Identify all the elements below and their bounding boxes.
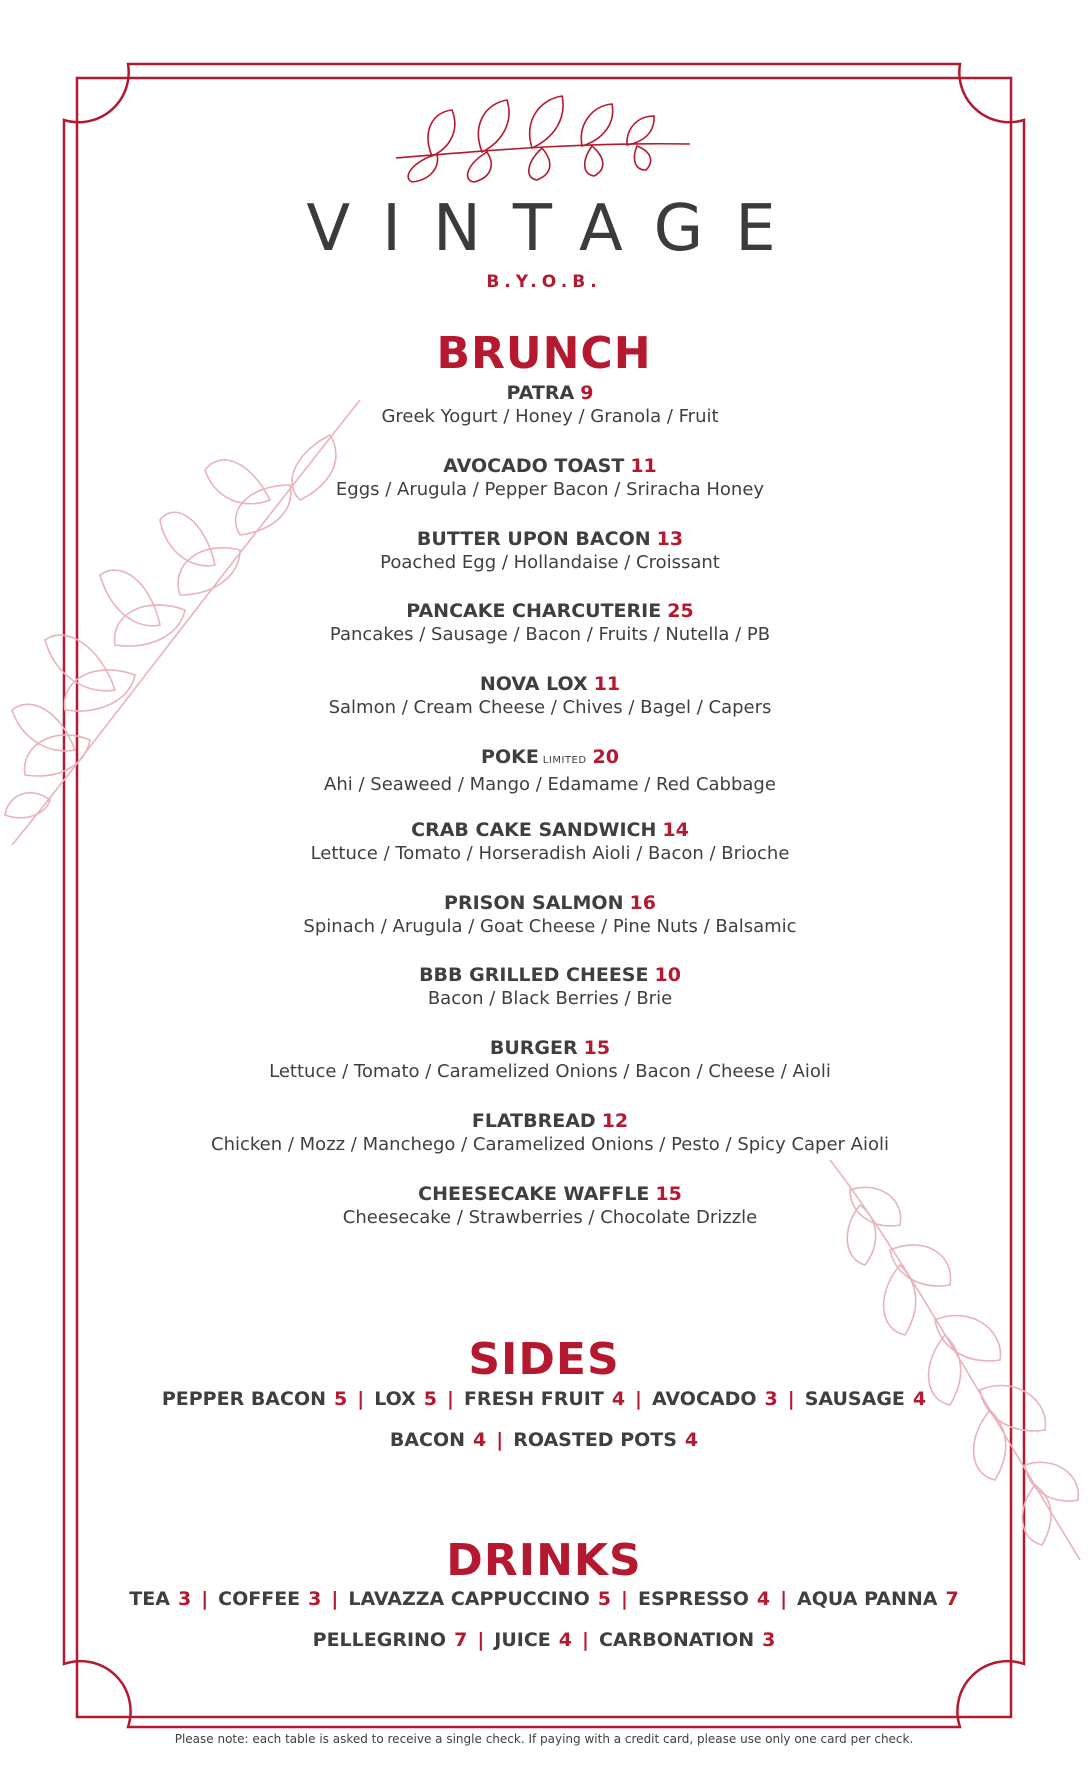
item-price: 11 xyxy=(593,673,621,696)
item-name: CRAB CAKE SANDWICH xyxy=(411,818,657,841)
item-price: 13 xyxy=(656,527,684,550)
drink-price: 4 xyxy=(756,1588,771,1610)
item-name: NOVA LOX xyxy=(479,673,588,696)
item-price: 15 xyxy=(655,1182,682,1205)
item-name: AVOCADO TOAST xyxy=(443,454,625,477)
drink-name: ESPRESSO xyxy=(637,1588,749,1610)
sides-row-1 xyxy=(0,1388,1088,1410)
item-name: POKE xyxy=(481,745,539,768)
side-name: LOX xyxy=(374,1388,416,1410)
drink-price: 3 xyxy=(762,1629,776,1651)
side-price: 4 xyxy=(473,1429,487,1451)
item-description: Ahi / Seaweed / Mango / Edamame / Red Cabbage xyxy=(324,773,776,795)
item-price: 20 xyxy=(592,745,619,768)
drink-name: PELLEGRINO xyxy=(312,1629,447,1651)
side-price: 4 xyxy=(912,1388,927,1410)
item-name: PANCAKE CHARCUTERIE xyxy=(406,600,662,623)
separator: | xyxy=(201,1588,209,1610)
item-description: Salmon / Cream Cheese / Chives / Bagel / Capers xyxy=(328,697,772,719)
separator: | xyxy=(357,1388,365,1410)
drink-name: CARBONATION xyxy=(598,1629,755,1651)
brunch-title: BRUNCH xyxy=(436,328,652,379)
menu-item xyxy=(150,527,950,600)
separator: | xyxy=(447,1388,454,1410)
separator: | xyxy=(787,1388,795,1410)
side-name: BACON xyxy=(389,1429,466,1451)
item-description: Bacon / Black Berries / Brie xyxy=(427,988,673,1010)
item-price: 12 xyxy=(601,1109,629,1132)
item-description: Pancakes / Sausage / Bacon / Fruits / Nutella / PB xyxy=(329,624,771,646)
item-name: PATRA xyxy=(506,382,575,404)
menu-item xyxy=(150,818,950,891)
item-price: 9 xyxy=(580,382,594,404)
separator: | xyxy=(477,1629,485,1651)
separator: | xyxy=(496,1429,504,1451)
drinks-row-1 xyxy=(0,1588,1088,1610)
item-description: Lettuce / Tomato / Horseradish Aioli / Bacon / Brioche xyxy=(310,842,790,864)
separator: | xyxy=(331,1588,339,1610)
separator: | xyxy=(621,1588,628,1610)
check-policy-note: Please note: each table is asked to receive a single check. If paying with a credit card, please use only one card per check. xyxy=(174,1732,914,1746)
item-price: 16 xyxy=(629,891,656,914)
menu-item xyxy=(150,599,950,672)
item-limited-tag: LIMITED xyxy=(542,754,587,766)
item-description: Poached Egg / Hollandaise / Croissant xyxy=(380,551,720,573)
menu-item xyxy=(150,745,950,818)
separator: | xyxy=(582,1629,589,1651)
drink-name: COFFEE xyxy=(218,1588,301,1610)
drink-price: 7 xyxy=(945,1588,959,1610)
brand-tagline: B.Y.O.B. xyxy=(486,272,602,292)
side-price: 5 xyxy=(334,1388,348,1410)
menu-item xyxy=(150,1036,950,1109)
item-description: Greek Yogurt / Honey / Granola / Fruit xyxy=(381,406,719,427)
item-description: Cheesecake / Strawberries / Chocolate Drizzle xyxy=(342,1206,758,1228)
item-description: Chicken / Mozz / Manchego / Caramelized Onions / Pesto / Spicy Caper Aioli xyxy=(211,1133,889,1155)
side-name: ROASTED POTS xyxy=(513,1429,677,1451)
item-price: 14 xyxy=(662,818,689,841)
item-price: 11 xyxy=(630,454,657,477)
sides-row-2 xyxy=(0,1429,1088,1451)
item-name: BBB GRILLED CHEESE xyxy=(419,964,649,987)
item-price: 25 xyxy=(667,600,694,623)
drink-name: LAVAZZA CAPPUCCINO xyxy=(348,1588,590,1610)
drink-name: AQUA PANNA xyxy=(797,1588,938,1610)
brunch-list xyxy=(150,381,950,1255)
side-name: AVOCADO xyxy=(652,1388,757,1410)
item-description: Lettuce / Tomato / Caramelized Onions / Bacon / Cheese / Aioli xyxy=(269,1061,831,1083)
separator: | xyxy=(780,1588,788,1610)
item-price: 10 xyxy=(654,964,681,987)
drink-name: TEA xyxy=(129,1588,170,1610)
side-price: 4 xyxy=(684,1429,699,1451)
item-description: Eggs / Arugula / Pepper Bacon / Sriracha Honey xyxy=(335,478,765,500)
menu-item xyxy=(150,963,950,1036)
side-name: FRESH FRUIT xyxy=(463,1388,604,1410)
side-price: 3 xyxy=(764,1388,778,1410)
menu-item xyxy=(150,1182,950,1255)
item-name: CHEESECAKE WAFFLE xyxy=(418,1182,650,1205)
drink-price: 7 xyxy=(454,1629,468,1651)
drink-price: 3 xyxy=(177,1588,192,1610)
menu-item xyxy=(150,454,950,527)
drink-price: 4 xyxy=(558,1629,573,1651)
item-name: BURGER xyxy=(489,1037,578,1060)
drink-name: JUICE xyxy=(494,1629,551,1651)
menu-item xyxy=(150,381,950,454)
side-name: PEPPER BACON xyxy=(161,1388,327,1410)
drink-price: 3 xyxy=(308,1588,322,1610)
menu-item xyxy=(150,891,950,964)
drinks-row-2 xyxy=(0,1629,1088,1651)
item-name: FLATBREAD xyxy=(471,1109,596,1132)
item-price: 15 xyxy=(583,1037,611,1060)
drinks-title: DRINKS xyxy=(446,1535,642,1586)
brand-name: VINTAGE xyxy=(306,192,808,266)
logo-leaf-icon xyxy=(392,92,694,184)
drink-price: 5 xyxy=(597,1588,612,1610)
menu-item xyxy=(150,672,950,745)
item-name: BUTTER UPON BACON xyxy=(416,527,651,550)
item-name: PRISON SALMON xyxy=(444,891,624,914)
side-price: 5 xyxy=(423,1388,437,1410)
side-name: SAUSAGE xyxy=(804,1388,905,1410)
sides-title: SIDES xyxy=(468,1334,620,1385)
side-price: 4 xyxy=(611,1388,626,1410)
item-description: Spinach / Arugula / Goat Cheese / Pine Nuts / Balsamic xyxy=(303,915,797,937)
separator: | xyxy=(635,1388,642,1410)
menu-item xyxy=(150,1109,950,1182)
